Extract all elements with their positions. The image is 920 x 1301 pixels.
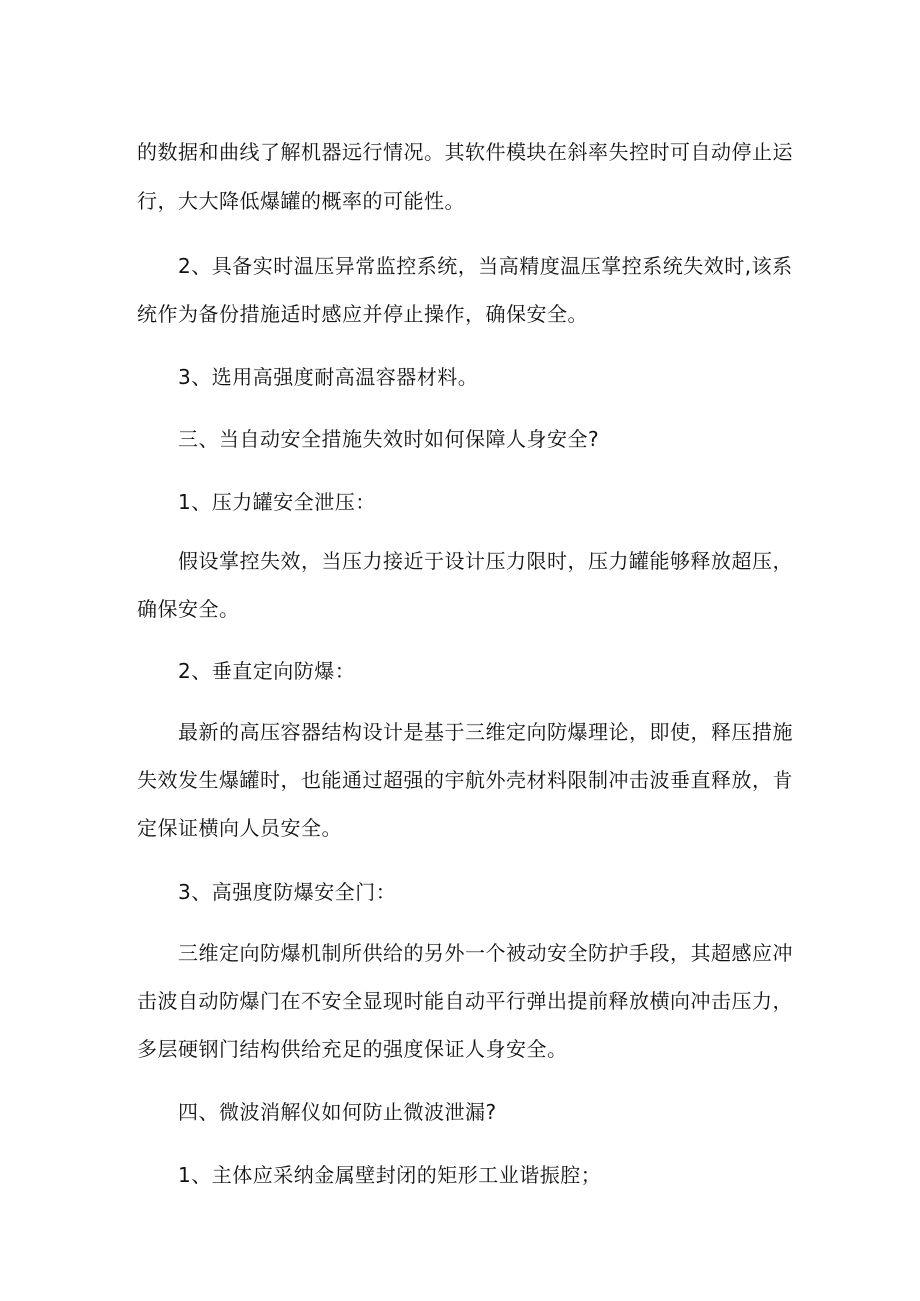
paragraph-line: 失效发生爆罐时，也能通过超强的宇航外壳材料限制冲击波垂直释放，肯 — [137, 768, 793, 792]
paragraph-line: 确保安全。 — [137, 597, 240, 621]
paragraph-line: 行，大大降低爆罐的概率的可能性。 — [137, 189, 465, 213]
list-item: 3、选用高强度耐高温容器材料。 — [178, 365, 479, 389]
subsection-title: 1、压力罐安全泄压： — [178, 490, 376, 514]
paragraph-line: 统作为备份措施适时感应并停止操作，确保安全。 — [137, 302, 588, 326]
paragraph-line: 最新的高压容器结构设计是基于三维定向防爆理论，即使，释压措施 — [178, 720, 793, 744]
subsection-title: 2、垂直定向防爆： — [178, 659, 356, 683]
paragraph-line: 击波自动防爆门在不安全显现时能自动平行弹出提前释放横向冲击压力， — [137, 989, 793, 1013]
list-item: 1、主体应采纳金属壁封闭的矩形工业谐振腔； — [178, 1163, 602, 1187]
paragraph-line: 三维定向防爆机制所供给的另外一个被动安全防护手段，其超感应冲 — [178, 941, 793, 965]
subsection-title: 3、高强度防爆安全门： — [178, 880, 397, 904]
paragraph-line: 多层硬钢门结构供给充足的强度保证人身安全。 — [137, 1037, 568, 1061]
section-heading: 四、微波消解仪如何防止微波泄漏? — [178, 1100, 497, 1124]
paragraph-line: 假设掌控失效，当压力接近于设计压力限时，压力罐能够释放超压， — [178, 549, 793, 573]
paragraph-line: 2、具备实时温压异常监控系统，当高精度温压掌控系统失效时,该系 — [178, 254, 793, 278]
paragraph-line: 定保证横向人员安全。 — [137, 816, 342, 840]
section-heading: 三、当自动安全措施失效时如何保障人身安全? — [178, 427, 600, 451]
paragraph-line: 的数据和曲线了解机器远行情况。其软件模块在斜率失控时可自动停止运 — [137, 140, 793, 164]
